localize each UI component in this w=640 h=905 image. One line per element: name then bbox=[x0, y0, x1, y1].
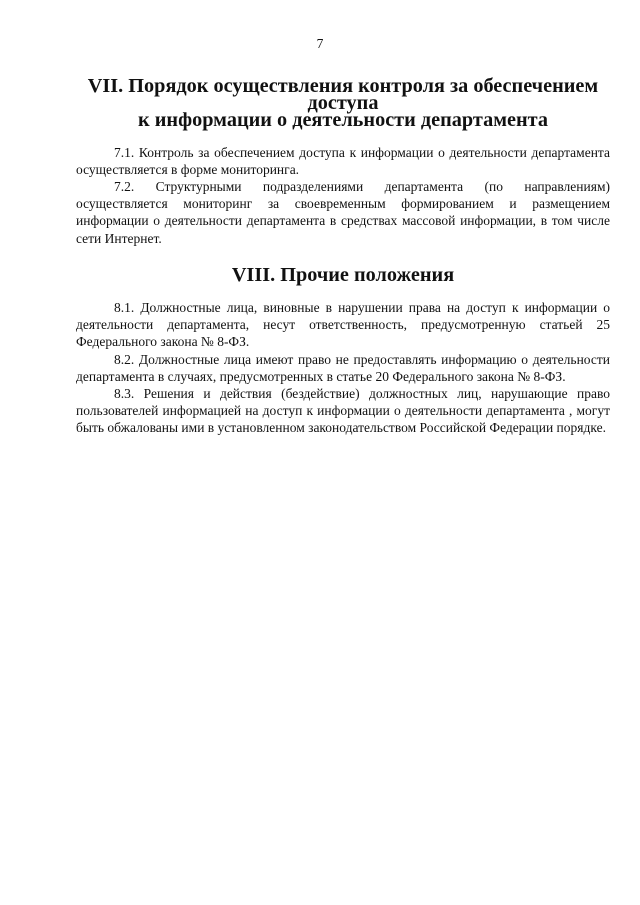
section-7-heading-line-2: к информации о деятельности департамента bbox=[138, 109, 548, 132]
paragraph-8-2: 8.2. Должностные лица имеют право не предоставлять информацию о деятельности департамента в случаях, предусмотренных в статье 20 Федерального закона № 8-ФЗ. bbox=[76, 351, 610, 384]
section-7-heading-line-1: VII. Порядок осуществления контроля за обеспечением доступа bbox=[87, 75, 599, 115]
paragraph-8-3: 8.3. Решения и действия (бездействие) должностных лиц, нарушающие право пользователей информацией на доступ к информации о деятельности департамента , могут быть обжалованы ими в установленном законодательством Российской Федерации порядке. bbox=[76, 386, 610, 436]
paragraph-7-2: 7.2. Структурными подразделениями департамента (по направлениям) осуществляется мониторинг за своевременным формированием и размещением информации о деятельности департамента в средствах массовой информации, в том числе сети Интернет. bbox=[76, 179, 610, 246]
paragraph-8-1: 8.1. Должностные лица, виновные в нарушении права на доступ к информации о деятельности департамента, несут ответственность, предусмотренную статьей 25 Федерального закона № 8-ФЗ. bbox=[76, 300, 610, 350]
document-body bbox=[76, 75, 610, 437]
paragraph-7-1: 7.1. Контроль за обеспечением доступа к информации о деятельности департамента осуществляется в форме мониторинга. bbox=[76, 144, 610, 177]
section-7-heading bbox=[76, 75, 610, 132]
section-8-heading: VIII. Прочие положения bbox=[231, 263, 455, 286]
page-number: 7 bbox=[316, 36, 324, 51]
